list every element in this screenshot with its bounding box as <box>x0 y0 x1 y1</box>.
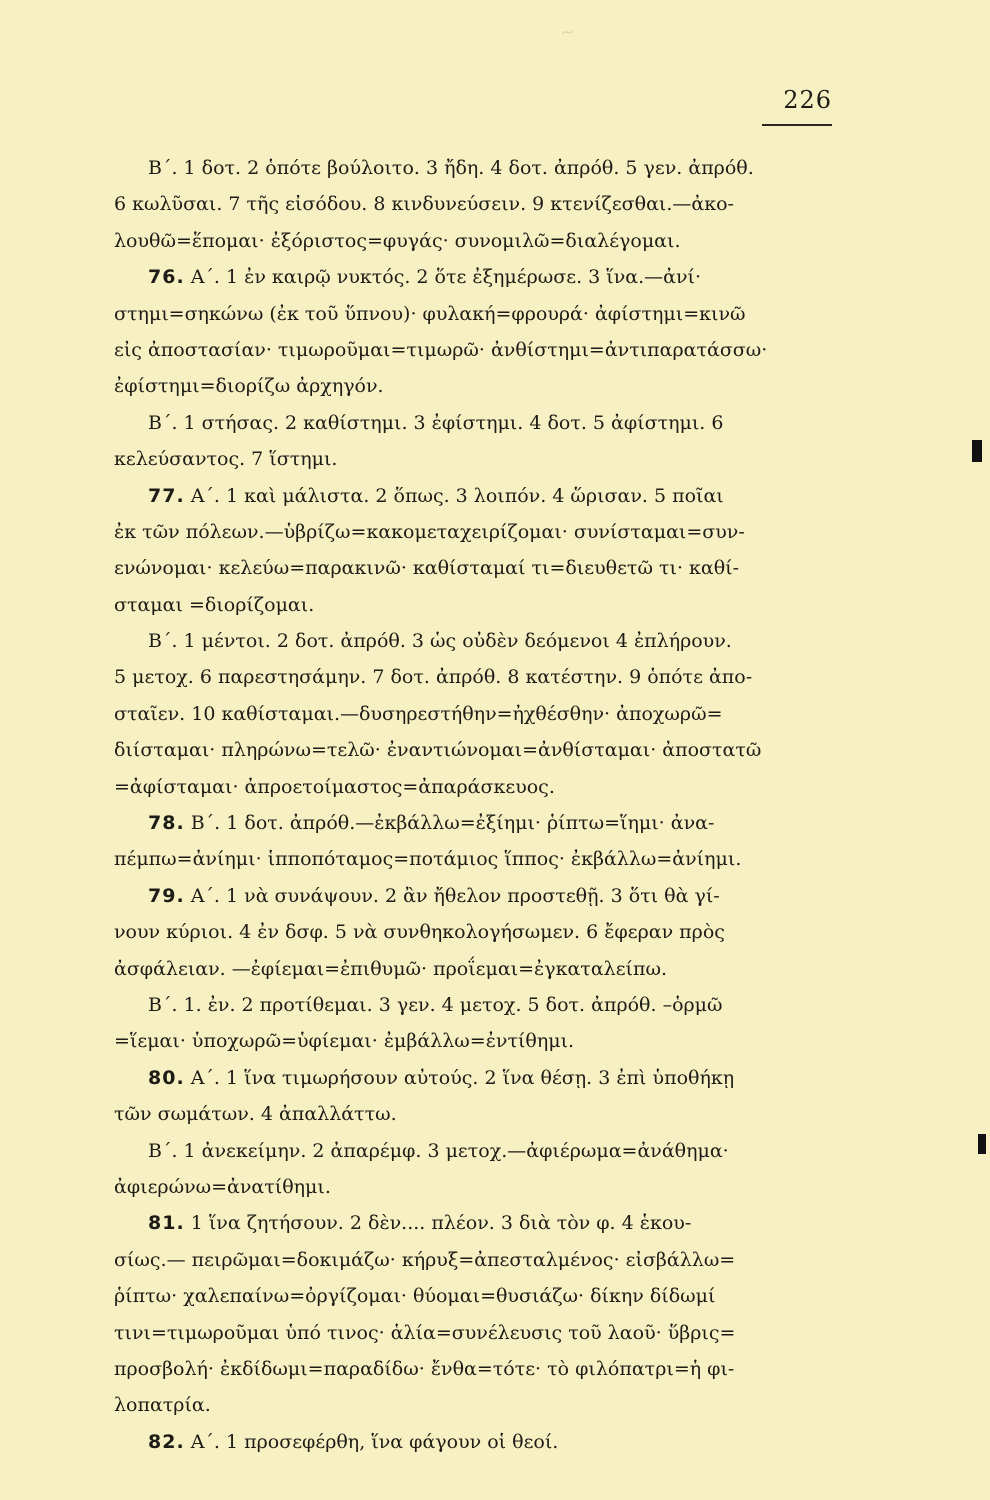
text-line <box>114 696 864 732</box>
text-line <box>114 1387 864 1423</box>
text-line <box>114 1351 864 1387</box>
text-line <box>114 1242 864 1278</box>
text-line <box>114 259 864 295</box>
text-line <box>114 732 864 768</box>
line-text: σταῖεν. 10 καθίσταμαι.—δυσηρεστήθην=ἠχθέσθην· ἀποχωρῶ= <box>114 702 723 725</box>
line-text: σταμαι =διορίζομαι. <box>114 593 315 616</box>
line-text: ἀφιερώνω=ἀνατίθημι. <box>114 1175 331 1198</box>
text-line <box>114 1205 864 1241</box>
line-text: εἰς ἀποστασίαν· τιμωροῦμαι=τιμωρῶ· ἀνθίστημι=ἀντιπαρατάσσω· <box>114 338 768 361</box>
text-line <box>114 1060 864 1096</box>
edge-mark <box>978 1134 986 1154</box>
line-text: τινι=τιμωροῦμαι ὑπό τινος· ἁλία=συνέλευσις τοῦ λαοῦ· ὕβρις= <box>114 1321 736 1344</box>
line-text: τῶν σωμάτων. 4 ἀπαλλάττω. <box>114 1103 397 1126</box>
text-line <box>114 1424 864 1460</box>
text-line <box>114 659 864 695</box>
text-line <box>114 550 864 586</box>
page-number: 226 <box>783 86 832 114</box>
text-line <box>114 332 864 368</box>
line-text: Α΄. 1 καὶ μάλιστα. 2 ὅπως. 3 λοιπόν. 4 ὥρισαν. 5 ποῖαι <box>184 484 724 507</box>
line-text: κελεύσαντος. 7 ἵστημι. <box>114 448 338 471</box>
line-text: σίως.— πειρῶμαι=δοκιμάζω· κήρυξ=ἀπεσταλμένος· εἰσβάλλω= <box>114 1248 736 1271</box>
line-text: Β΄. 1 δοτ. ἀπρόθ.—ἐκβάλλω=ἐξίημι· ῥίπτω=ἵημι· ἀνα- <box>184 812 715 835</box>
line-text: Β΄. 1. ἐν. 2 προτίθεμαι. 3 γεν. 4 μετοχ. 5 δοτ. ἀπρόθ. –ὁρμῶ <box>148 993 723 1016</box>
line-text: ἐφίστημι=διορίζω ἀρχηγόν. <box>114 375 384 398</box>
text-line <box>114 841 864 877</box>
section-number: 80. <box>148 1066 185 1089</box>
text-line <box>114 368 864 404</box>
text-line <box>114 987 864 1023</box>
line-text: Α΄. 1 προσεφέρθη, ἵνα φάγουν οἱ θεοί. <box>184 1430 559 1453</box>
page-number-rule <box>762 124 832 126</box>
text-line <box>114 1169 864 1205</box>
line-text: 1 ἵνα ζητήσουν. 2 δὲν.... πλέον. 3 διὰ τὸν φ. 4 ἑκου- <box>184 1212 692 1235</box>
line-text: ῥίπτω· χαλεπαίνω=ὀργίζομαι· θύομαι=θυσιάζω· δίκην δίδωμί <box>114 1285 716 1308</box>
text-line <box>114 478 864 514</box>
text-line <box>114 186 864 222</box>
edge-mark <box>972 440 982 462</box>
line-text: Α΄. 1 νὰ συνάψουν. 2 ἂν ἤθελον προστεθῇ. 3 ὅτι θὰ γί- <box>184 884 720 907</box>
line-text: ἀσφάλειαν. —ἐφίεμαι=ἐπιθυμῶ· προΐεμαι=ἐγκαταλείπω. <box>114 957 668 980</box>
line-text: Β΄. 1 στήσας. 2 καθίστημι. 3 ἐφίστημι. 4 δοτ. 5 ἀφίστημι. 6 <box>148 411 724 434</box>
section-number: 77. <box>148 484 185 507</box>
line-text: ἐκ τῶν πόλεων.—ὑβρίζω=κακομεταχειρίζομαι· συνίσταμαι=συν- <box>114 520 745 543</box>
section-number: 79. <box>148 884 185 907</box>
text-line <box>114 223 864 259</box>
text-line <box>114 769 864 805</box>
text-line <box>114 878 864 914</box>
text-line <box>114 150 864 186</box>
text-block <box>114 150 864 1460</box>
text-line <box>114 1133 864 1169</box>
text-line <box>114 623 864 659</box>
line-text: νουν κύριοι. 4 ἐν δσφ. 5 νὰ συνθηκολογήσωμεν. 6 ἔφεραν πρὸς <box>114 921 725 944</box>
line-text: 6 κωλῦσαι. 7 τῆς εἰσόδου. 8 κινδυνεύσειν. 9 κτενίζεσθαι.—ἀκο- <box>114 193 734 216</box>
line-text: λουθῶ=ἕπομαι· ἐξόριστος=φυγάς· συνομιλῶ=διαλέγομαι. <box>114 229 681 252</box>
line-text: διίσταμαι· πληρώνω=τελῶ· ἐναντιώνομαι=ἀνθίσταμαι· ἀποστατῶ <box>114 739 762 762</box>
line-text: στημι=σηκώνω (ἐκ τοῦ ὕπνου)· φυλακή=φρουρά· ἀφίστημι=κινῶ <box>114 302 746 325</box>
section-number: 82. <box>148 1430 185 1453</box>
text-line <box>114 514 864 550</box>
text-line <box>114 1096 864 1132</box>
section-number: 81. <box>148 1212 185 1235</box>
line-text: =ἵεμαι· ὑποχωρῶ=ὑφίεμαι· ἐμβάλλω=ἐντίθημι. <box>114 1030 575 1053</box>
text-line <box>114 951 864 987</box>
line-text: Α΄. 1 ἐν καιρῷ νυκτός. 2 ὅτε ἐξημέρωσε. 3 ἵνα.—ἀνί· <box>184 266 702 289</box>
text-line <box>114 914 864 950</box>
line-text: =ἀφίσταμαι· ἀπροετοίμαστος=ἀπαράσκευος. <box>114 775 555 798</box>
section-number: 76. <box>148 266 185 289</box>
line-text: 5 μετοχ. 6 παρεστησάμην. 7 δοτ. ἀπρόθ. 8 κατέστην. 9 ὁπότε ἀπο- <box>114 666 753 689</box>
section-number: 78. <box>148 812 185 835</box>
line-text: Α΄. 1 ἵνα τιμωρήσουν αὐτούς. 2 ἵνα θέσῃ. 3 ἐπὶ ὑποθήκῃ <box>184 1066 735 1089</box>
text-line <box>114 805 864 841</box>
text-line <box>114 296 864 332</box>
line-text: λοπατρία. <box>114 1394 211 1417</box>
line-text: Β΄. 1 μέντοι. 2 δοτ. ἀπρόθ. 3 ὡς οὐδὲν δεόμενοι 4 ἐπλήρουν. <box>148 630 732 653</box>
text-line <box>114 441 864 477</box>
line-text: ενώνομαι· κελεύω=παρακινῶ· καθίσταμαί τι=διευθετῶ τι· καθί- <box>114 557 740 580</box>
bleed-through-mark: ~ <box>558 21 577 44</box>
line-text: πέμπω=ἀνίημι· ἱπποπόταμος=ποτάμιος ἵππος· ἐκβάλλω=ἀνίημι. <box>114 848 742 871</box>
text-line <box>114 587 864 623</box>
text-line <box>114 1023 864 1059</box>
line-text: Β΄. 1 δοτ. 2 ὁπότε βούλοιτο. 3 ἤδη. 4 δοτ. ἀπρόθ. 5 γεν. ἀπρόθ. <box>148 157 754 179</box>
text-line <box>114 1315 864 1351</box>
line-text: Β΄. 1 ἀνεκείμην. 2 ἀπαρέμφ. 3 μετοχ.—ἀφιέρωμα=ἀνάθημα· <box>148 1139 729 1162</box>
line-text: προσβολή· ἐκδίδωμι=παραδίδω· ἔνθα=τότε· τὸ φιλόπατρι=ἡ φι- <box>114 1357 735 1380</box>
text-line <box>114 405 864 441</box>
text-line <box>114 1278 864 1314</box>
